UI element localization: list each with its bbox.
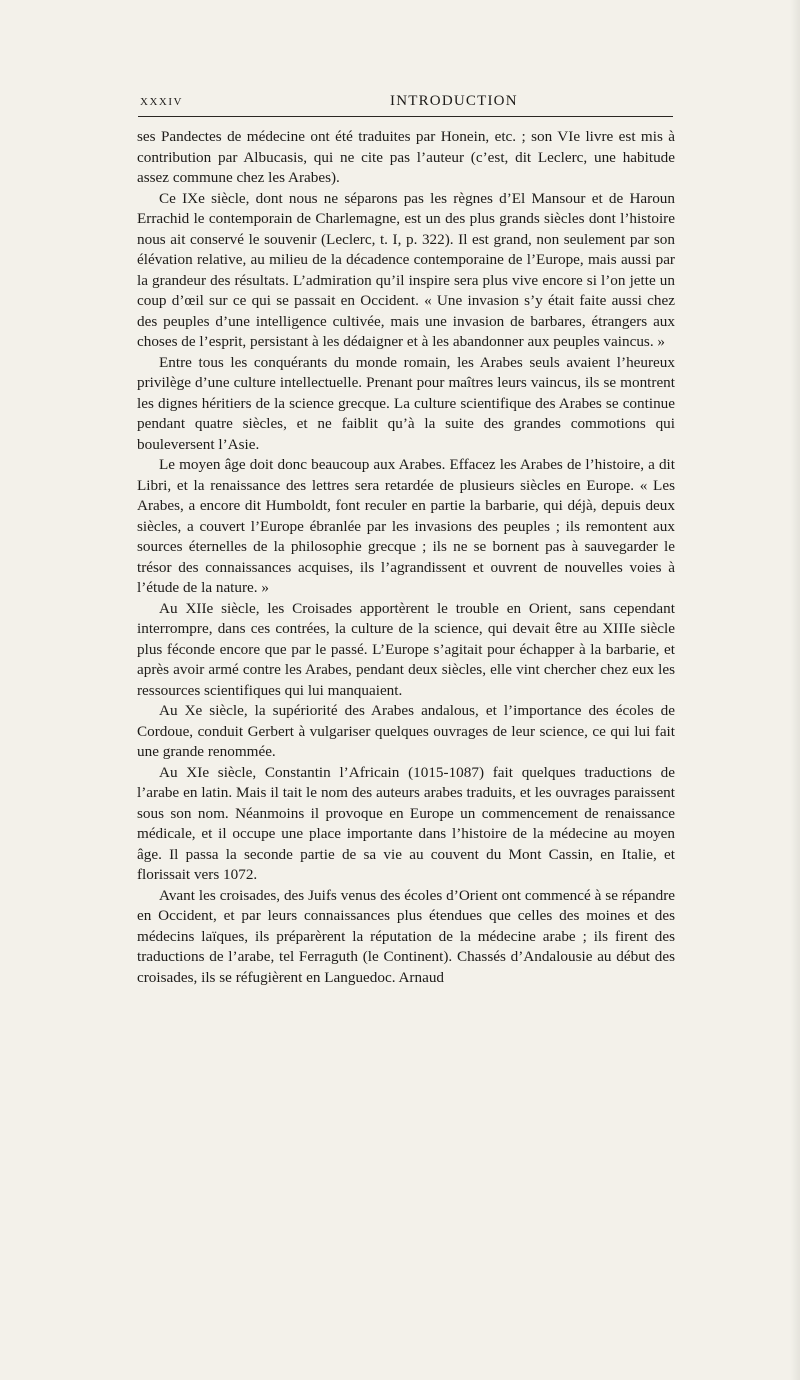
page-number: XXXIV bbox=[140, 96, 183, 108]
paragraph-3: Entre tous les conquérants du monde romain, les Arabes seuls avaient l’heureux privilège d’une culture intellectuelle. Prenant pour maîtres leurs vaincus, ils se montrent les dignes héritiers de la science grecque. La culture scientifique des Arabes se continue pendant quatre siècles, et ne faiblit qu’à la suite des grandes commotions qui bouleversent l’Asie. bbox=[137, 353, 675, 453]
paragraph-4: Le moyen âge doit donc beaucoup aux Arabes. Effacez les Arabes de l’histoire, a dit Libri, et la renaissance des lettres sera retardée de plusieurs siècles en Europe. « Les Arabes, a encore dit Humboldt, font reculer en partie la barbarie, qui déjà, depuis deux siècles, a couvert l’Europe ébranlée par les invasions des peuples ; ils remontent aux sources éternelles de la philosophie grecque ; ils ne se bornent pas à sauvegarder le trésor des connaissances acquises, ils l’agrandissent et ouvrent de nouvelles voies à l’étude de la nature. » bbox=[137, 456, 675, 596]
paragraph-1: ses Pandectes de médecine ont été traduites par Honein, etc. ; son VIe livre est mis à contribution par Albucasis, qui ne cite pas l’auteur (c’est, dit Leclerc, une habitude assez commune chez les Arabes). bbox=[137, 128, 675, 186]
header-rule bbox=[138, 116, 673, 117]
page-edge-shadow bbox=[790, 0, 800, 1380]
page-header bbox=[140, 93, 660, 118]
paragraph-6: Au Xe siècle, la supériorité des Arabes andalous, et l’importance des écoles de Cordoue, conduit Gerbert à vulgariser quelques ouvrages de leur science, ce qui lui fait une grande renommée. bbox=[137, 702, 675, 760]
body-text bbox=[137, 127, 675, 988]
paragraph-2: Ce IXe siècle, dont nous ne séparons pas les règnes d’El Mansour et de Haroun Errachid le contemporain de Charlemagne, est un des plus grands siècles dont l’histoire nous ait conservé le souvenir (Leclerc, t. I, p. 322). Il est grand, non seulement par son élévation relative, au milieu de la décadence contemporaine de l’Europe, mais aussi par la grandeur des résultats. L’admiration qu’il inspire sera plus vive encore si l’on jette un coup d’œil sur ce qui se passait en Occident. « Une invasion s’y était faite aussi chez des peuples d’une intelligence cultivée, mais une invasion de barbares, étrangers aux choses de l’esprit, persistant à les dédaigner et à les abandonner aux peuples vaincus. » bbox=[137, 189, 675, 350]
paragraph-7: Au XIe siècle, Constantin l’Africain (1015-1087) fait quelques traductions de l’arabe en latin. Mais il tait le nom des auteurs arabes traduits, et les ouvrages paraissent sous son nom. Néanmoins il provoque en Europe un commencement de renaissance médicale, et il occupe une place importante dans l’histoire de la médecine au moyen âge. Il passa la seconde partie de sa vie au couvent du Mont Cassin, en Italie, et florissait vers 1072. bbox=[137, 763, 675, 883]
running-title: INTRODUCTION bbox=[390, 93, 518, 109]
paragraph-8: Avant les croisades, des Juifs venus des écoles d’Orient ont commencé à se répandre en Occident, et par leurs connaissances plus étendues que celles des moines et des médecins laïques, ils préparèrent la réputation de la médecine arabe ; ils firent des traductions de l’arabe, tel Ferraguth (le Continent). Chassés d’Andalousie au début des croisades, ils se réfugièrent en Languedoc. Arnaud bbox=[137, 886, 675, 986]
paragraph-5: Au XIIe siècle, les Croisades apportèrent le trouble en Orient, sans cependant interrompre, dans ces contrées, la culture de la science, qui devait être au XIIIe siècle plus féconde encore que par le passé. L’Europe s’agitait pour échapper à la barbarie, et après avoir armé contre les Arabes, pendant deux siècles, elle vint chercher chez eux les ressources scientifiques qui lui manquaient. bbox=[137, 599, 675, 699]
